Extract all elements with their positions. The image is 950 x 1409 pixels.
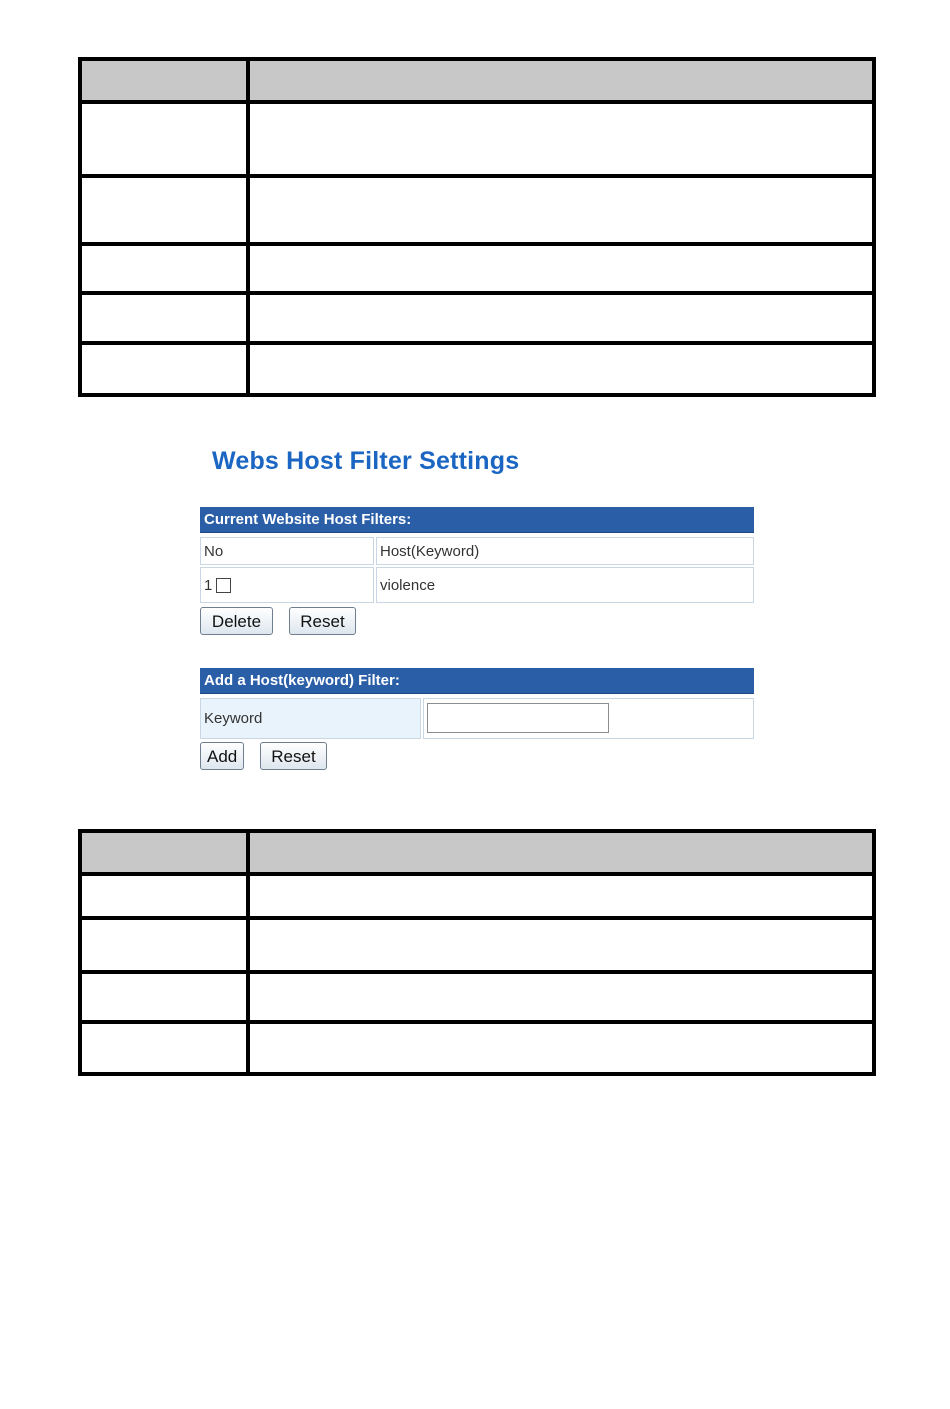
row-select-checkbox[interactable] — [216, 578, 231, 593]
doc-table-row — [80, 972, 874, 1022]
column-header-host: Host(Keyword) — [376, 537, 754, 565]
doc-table-row — [80, 1022, 874, 1074]
add-filter-header: Add a Host(keyword) Filter: — [200, 668, 754, 694]
doc-table-header-cell — [80, 59, 248, 102]
doc-table-header-cell — [80, 831, 248, 874]
column-header-no: No — [200, 537, 374, 565]
reset-add-button[interactable]: Reset — [260, 742, 327, 770]
doc-table-row — [80, 293, 874, 343]
doc-table-row — [80, 244, 874, 293]
doc-table-row — [80, 343, 874, 395]
page-title: Webs Host Filter Settings — [212, 447, 520, 475]
add-button[interactable]: Add — [200, 742, 244, 770]
doc-table-header-cell — [248, 59, 874, 102]
doc-table-row — [80, 918, 874, 972]
doc-table-row — [80, 874, 874, 918]
doc-table-header-row — [80, 831, 874, 874]
row-number: 1 — [204, 576, 213, 594]
table-row-no — [200, 567, 374, 603]
doc-table-row — [80, 102, 874, 176]
doc-table-bottom — [78, 829, 876, 1076]
doc-table-header-cell — [248, 831, 874, 874]
current-filters-header: Current Website Host Filters: — [200, 507, 754, 533]
keyword-input[interactable] — [427, 703, 609, 733]
reset-filters-button[interactable]: Reset — [289, 607, 356, 635]
delete-button[interactable]: Delete — [200, 607, 273, 635]
table-row-host: violence — [376, 567, 754, 603]
doc-table-top — [78, 57, 876, 397]
keyword-label: Keyword — [200, 698, 421, 739]
doc-table-row — [80, 176, 874, 244]
doc-table-header-row — [80, 59, 874, 102]
